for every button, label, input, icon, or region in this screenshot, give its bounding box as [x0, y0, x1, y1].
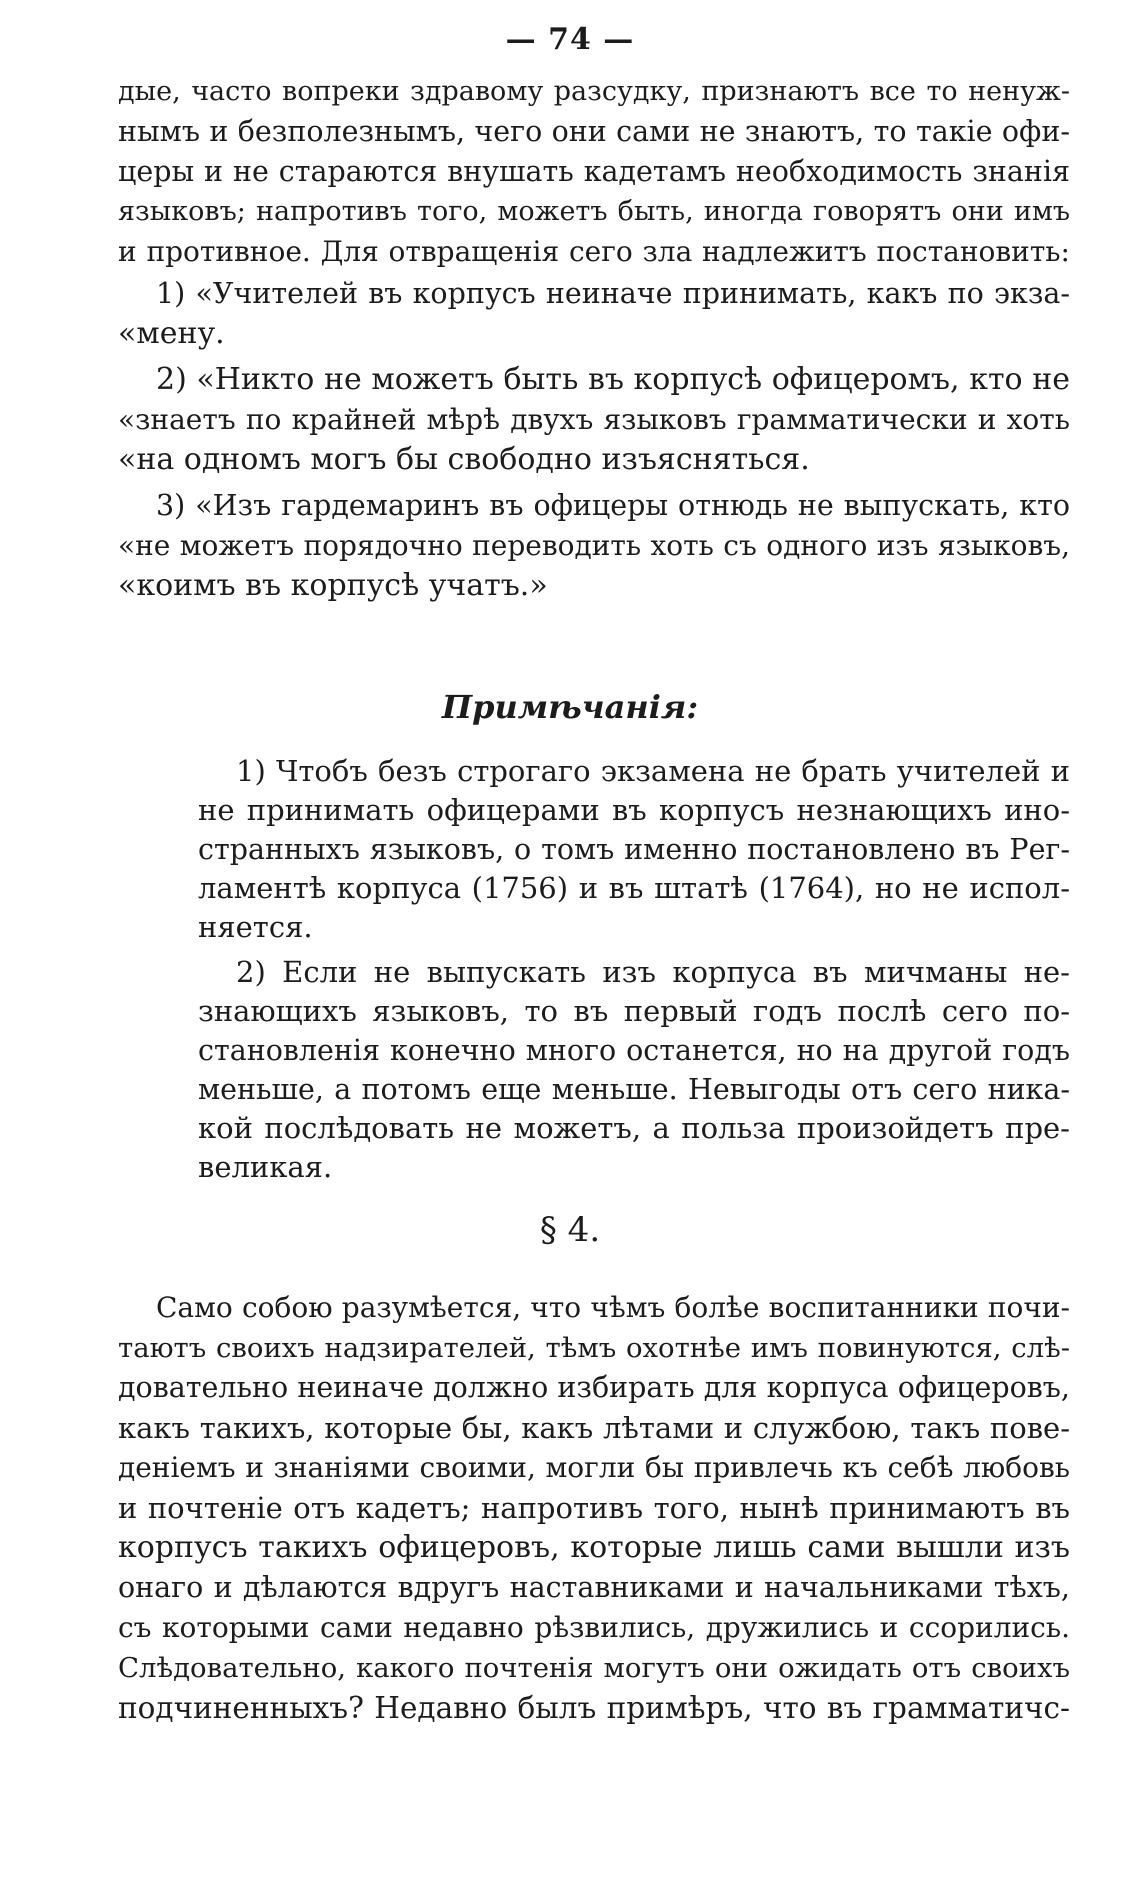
text-line: «коимъ въ корпусѣ учатъ.» — [118, 568, 548, 603]
text-line: языковъ; напротивъ того, можетъ быть, иногда говорятъ они имъ — [118, 196, 1070, 227]
section-mark: § 4. — [539, 1210, 601, 1250]
text-line: церы и не стараются внушать кадетамъ необходимость знанія — [118, 155, 1070, 188]
text-line: знающихъ языковъ, то въ первый годъ послѣ сего по- — [198, 994, 1070, 1028]
page-number: — 74 — — [505, 22, 635, 57]
note-item — [198, 752, 1070, 947]
text-line: корпусъ такихъ офицеровъ, которые лишь сами вышли изъ — [118, 1530, 1070, 1565]
text-line: дые, часто вопреки здравому разсудку, признаютъ все то ненуж- — [118, 76, 1070, 107]
text-line: и почтеніе отъ кадетъ; напротивъ того, нынѣ принимаютъ въ — [118, 1491, 1070, 1525]
text-line: 2) Если не выпускать изъ корпуса въ мичманы не- — [236, 955, 1070, 989]
text-line: ламентѣ корпуса (1756) и въ штатѣ (1764), но не испол- — [198, 871, 1070, 905]
text-line: довательно неиначе должно избирать для корпуса офицеровъ, — [118, 1371, 1070, 1404]
text-line: «на одномъ могъ бы свободно изъясняться. — [118, 442, 810, 477]
rules-list — [118, 274, 1070, 606]
text-line: нымъ и безполезнымъ, чего они сами не знаютъ, то такіе офи- — [118, 115, 1070, 148]
text-line: Само собою разумѣется, что чѣмъ болѣе воспитанники почи- — [156, 1291, 1070, 1324]
rule-item — [118, 274, 1070, 354]
text-line: няется. — [198, 910, 313, 944]
text-line: кой послѣдовать не можетъ, а польза произойдетъ пре- — [198, 1111, 1070, 1145]
text-line: подчиненныхъ? Недавно былъ примѣръ, что въ грамматичс- — [118, 1691, 1070, 1725]
text-line: «не можетъ порядочно переводить хоть съ одного изъ языковъ, — [118, 529, 1070, 562]
rule-item — [118, 360, 1070, 480]
intro-paragraph — [118, 72, 1070, 272]
text-line: онаго и дѣлаются вдругъ наставниками и начальниками тѣхъ, — [118, 1571, 1070, 1604]
text-line: меньше, а потомъ еще меньше. Невыгоды отъ сего ника- — [198, 1073, 1070, 1106]
text-line: не принимать офицерами въ корпусъ незнающихъ ино- — [198, 793, 1070, 827]
text-line: «мену. — [118, 316, 225, 351]
text-line: таютъ своихъ надзирателей, тѣмъ охотнѣе имъ повинуются, слѣ- — [118, 1332, 1070, 1364]
notes-heading: Примѣчанія: — [441, 688, 699, 726]
text-line: съ которыми сами недавно рѣзвились, дружились и ссорились. — [118, 1611, 1070, 1644]
text-line: 2) «Никто не можетъ быть въ корпусѣ офицеромъ, кто не — [156, 362, 1070, 397]
text-line: 3) «Изъ гардемаринъ въ офицеры отнюдь не выпускать, кто — [156, 489, 1070, 522]
text-line: странныхъ языковъ, о томъ именно постановлено въ Рег- — [198, 833, 1070, 866]
section-paragraph — [118, 1288, 1070, 1728]
text-line: «знаетъ по крайней мѣрѣ двухъ языковъ грамматически и хоть — [118, 403, 1070, 436]
text-line: великая. — [198, 1150, 333, 1184]
note-item — [198, 953, 1070, 1187]
text-line: 1) «Учителей въ корпусъ неиначе принимать, какъ по экза- — [156, 277, 1070, 310]
text-line: 1) Чтобъ безъ строгаго экзамена не брать учителей и — [236, 754, 1070, 788]
text-line: деніемъ и знаніями своими, могли бы привлечь къ себѣ любовь — [118, 1451, 1070, 1484]
text-line: какъ такихъ, которые бы, какъ лѣтами и службою, такъ пове- — [118, 1411, 1070, 1445]
text-line: становленія конечно много останется, но на другой годъ — [198, 1034, 1070, 1067]
text-line: Слѣдовательно, какого почтенія могутъ они ожидать отъ своихъ — [118, 1652, 1070, 1684]
rule-item — [118, 486, 1070, 606]
text-line: и противное. Для отвращенія сего зла надлежитъ постановить: — [118, 235, 1070, 268]
notes-list — [198, 752, 1070, 1187]
